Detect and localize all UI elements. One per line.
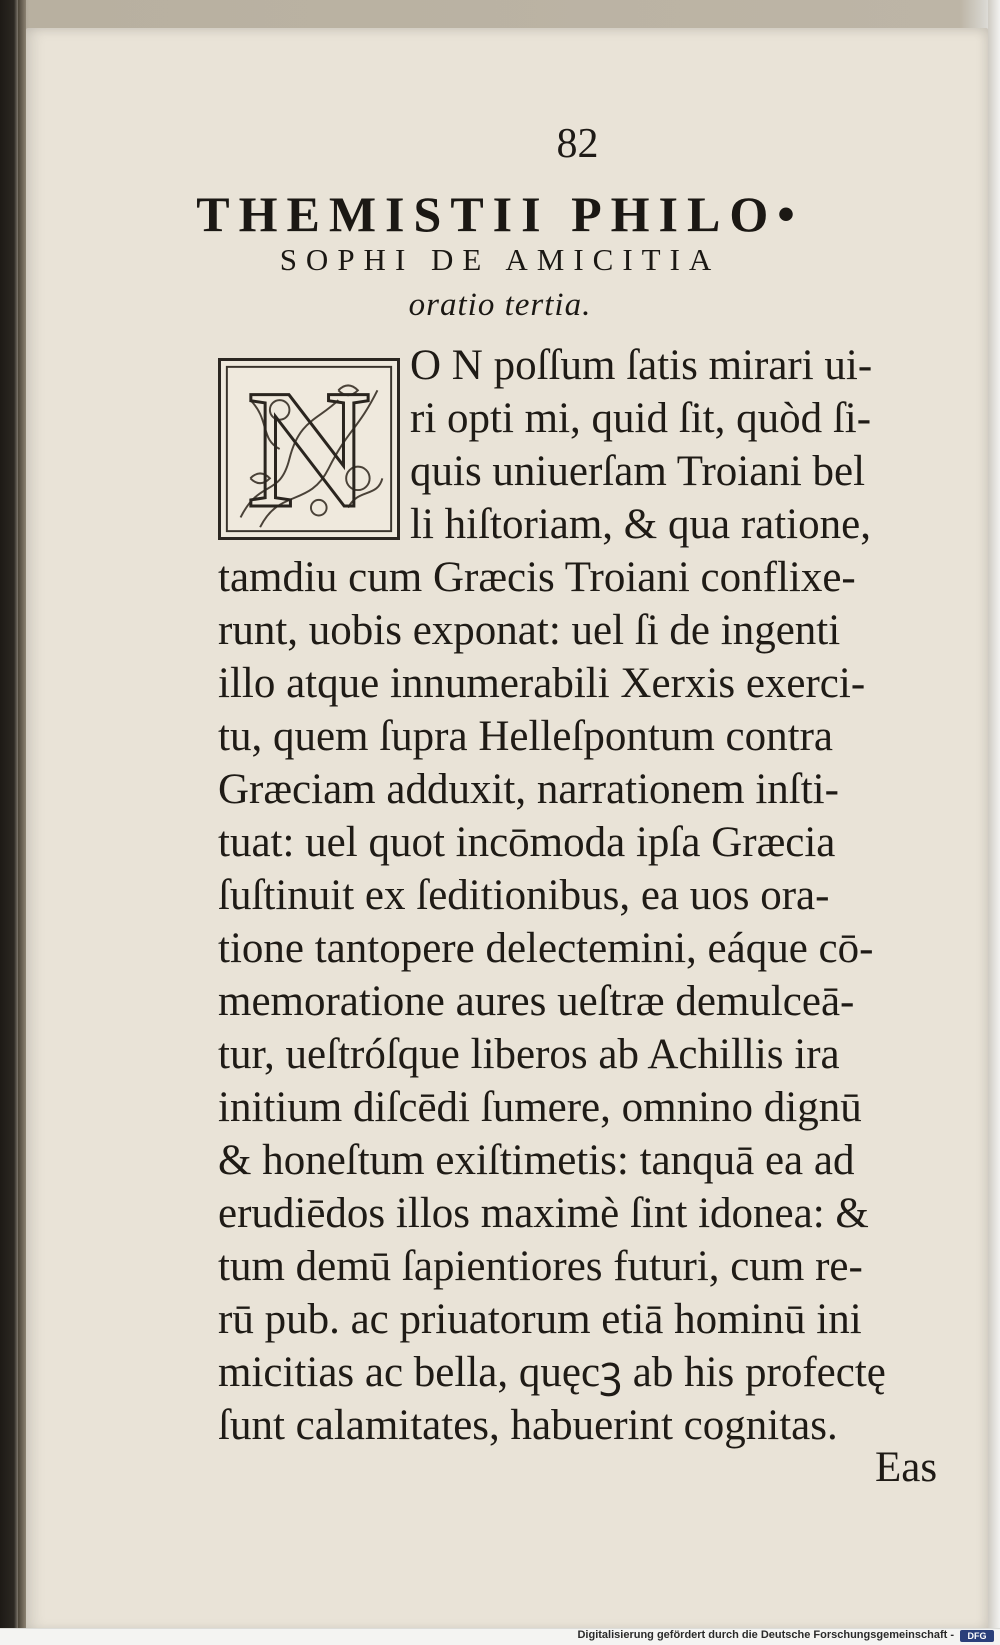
text-line: rū pub. ac priuatorum etiā hominū ini (218, 1296, 862, 1343)
text-line: tu, quem ſupra Helleſpontum contra (218, 713, 833, 760)
text-line: Græciam adduxit, narrationem inſti- (218, 766, 839, 813)
title-line-1: THEMISTII PHILO• (196, 186, 804, 242)
text-line: tione tantopere delectemini, eáque cō- (218, 925, 874, 972)
text-line: erudiēdos illos maximè ſint idonea: & (218, 1190, 869, 1237)
text-line: tur, ueſtróſque liberos ab Achillis ira (218, 1031, 840, 1078)
decorated-initial (218, 354, 400, 543)
title-line-3: oratio tertia. (408, 287, 592, 323)
initial-letter: N (247, 354, 371, 543)
text-line: tum demū ſapientiores futuri, cum re- (218, 1243, 863, 1290)
text-line: initium diſcēdi ſumere, omnino dignū (218, 1084, 862, 1131)
text-line: runt, uobis exponat: uel ſi de ingenti (218, 607, 841, 654)
text-line: micitias ac bella, quęcꝫ ab his profectę (218, 1349, 886, 1396)
title-line-2: SOPHI DE AMICITIA (279, 242, 721, 277)
dfg-logo-icon: DFG (960, 1630, 994, 1642)
footer-credit: Digitalisierung gefördert durch die Deutsche Forschungsgemeinschaft - (577, 1629, 954, 1641)
text-line: illo atque innumerabili Xerxis exerci- (218, 660, 866, 707)
text-line: ſuſtinuit ex ſeditionibus, ea uos ora- (218, 872, 830, 919)
text-line: quis uniuerſam Troiani bel (410, 448, 866, 495)
text-line: li hiſtoriam, & qua ratione, (410, 501, 871, 548)
text-line: tamdiu cum Græcis Troiani conflixe- (218, 554, 856, 601)
text-line: tuat: uel quot incōmoda ipſa Græcia (218, 819, 836, 866)
text-line: memoratione aures ueſtræ demulceā- (218, 978, 855, 1025)
text-line: ri opti mi, quid ſit, quòd ſi- (410, 395, 872, 442)
text-line: ſunt calamitates, habuerint cognitas. (218, 1402, 838, 1449)
page-number: 82 (556, 121, 599, 167)
catchword: Eas (875, 1444, 938, 1491)
text-line: O N poſſum ſatis mirari ui- (410, 342, 873, 389)
text-line: & honeſtum exiſtimetis: tanquā ea ad (218, 1137, 855, 1184)
